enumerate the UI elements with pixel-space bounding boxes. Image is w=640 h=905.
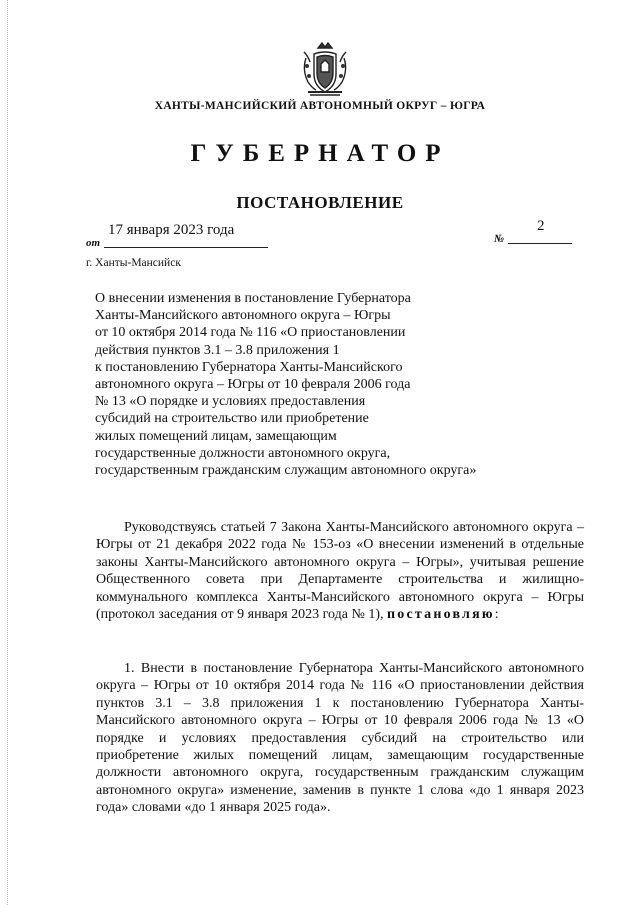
number-underline: [508, 243, 572, 244]
item-1-paragraph: 1. Внести в постановление Губернатора Ханты-Мансийского автономного округа – Югры от 10 октября 2014 года № 116 «О приостановлении действия пунктов 3.1 – 3.8 приложения 1 к постановлению Губернатора Ханты-Мансийского автономного округа – Югры от 10 февраля 2006 года № 13 «О порядке и условиях предоставления субсидий на строительство или приобретение жилых помещений лицам, замещающим государственные должности автономного округа, государственным гражданским служащим автономного округа» изменение, заменив в пункте 1 слова «до 1 января 2023 года» словами «до 1 января 2025 года».: [96, 661, 584, 816]
authority-title: ГУБЕРНАТОР: [190, 140, 450, 167]
document-date: 17 января 2023 года: [108, 222, 235, 238]
region-name: ХАНТЫ-МАНСИЙСКИЙ АВТОНОМНЫЙ ОКРУГ – ЮГРА: [154, 100, 486, 112]
issue-city: г. Ханты-Мансийск: [86, 257, 181, 269]
document-number: 2: [537, 218, 545, 234]
document-type: ПОСТАНОВЛЕНИЕ: [236, 193, 404, 212]
preamble-text: Руководствуясь статьей 7 Закона Ханты-Мансийского автономного округа – Югры от 21 декабря 2022 года № 153-оз «О внесении изменений в отдельные законы Ханты-Мансийского автономного округа – Югры», учитывая решение Общественного совета при Департаменте строительства и жилищно-коммунального комплекса Ханты-Мансийского автономного округа – Югры (протокол заседания от 9 января 2023 года № 1),: [96, 520, 584, 623]
resolve-colon: :: [494, 607, 499, 623]
date-underline: [104, 247, 268, 248]
number-label: №: [494, 233, 505, 245]
from-label: от: [86, 237, 101, 249]
document-subject: О внесении изменения в постановление Губернатора Ханты-Мансийского автономного округа – Югры от 10 октября 2014 года № 116 «О приостановлении действия пунктов 3.1 – 3.8 приложения 1 к постановлению Губернатора Ханты-Мансийского автономного округа – Югры от 10 февраля 2006 года № 13 «О порядке и условиях предоставления субсидий на строительство или приобретение жилых помещений лицам, замещающим государственные должности автономного округа, государственным гражданским служащим автономного округа»: [95, 291, 477, 479]
preamble-paragraph: [96, 519, 584, 623]
coat-of-arms-icon: [296, 40, 354, 98]
scan-edge-artifact: [7, 0, 9, 905]
resolve-word: постановляю: [387, 607, 495, 623]
